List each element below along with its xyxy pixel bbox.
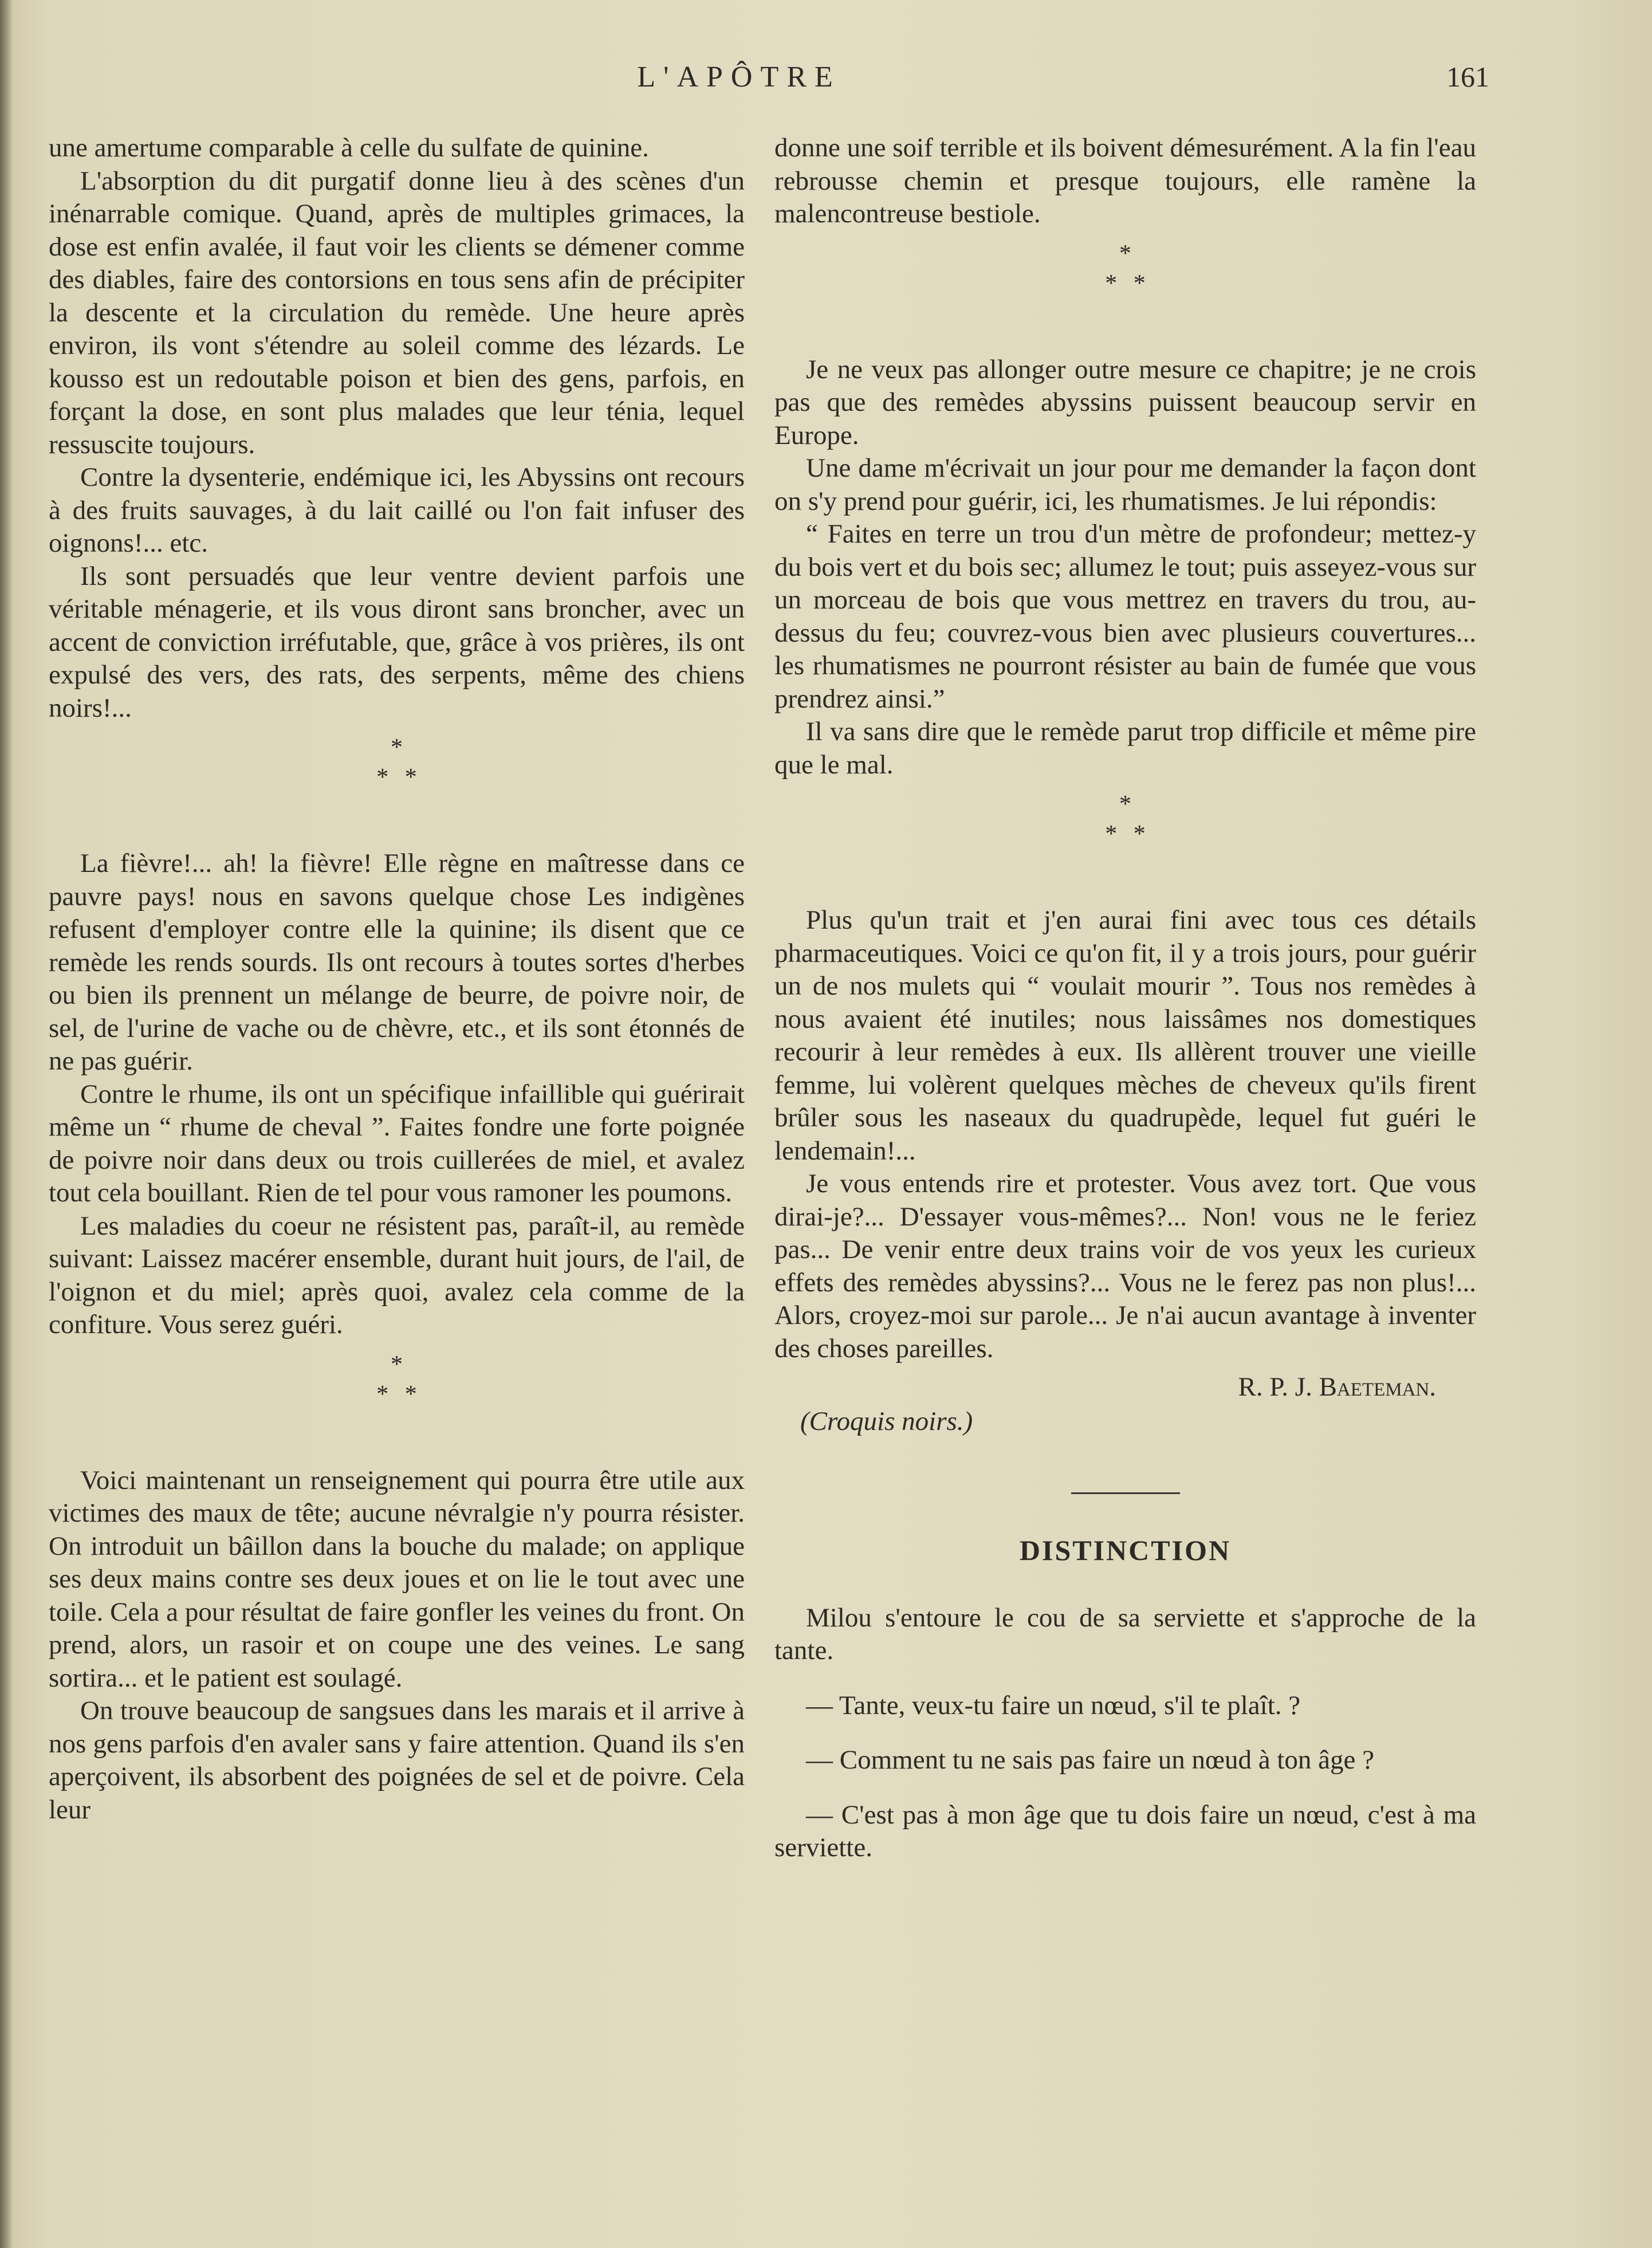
asterism-top: * [391,1351,403,1378]
image-caption: (Croquis noirs.) [800,1406,973,1436]
asterism-top: * [391,734,403,761]
paragraph: Une dame m'écrivait un jour pour me demander la façon dont on s'y prend pour guérir, ici, les rhumatismes. Je lui répondis: [774,453,1476,516]
paragraph: L'absorption du dit purgatif donne lieu à des scènes d'un inénarrable comique. Quand, après de multiples grimaces, la dose est enfin avalée, il faut voir les clients se démener comme des diables, faire des contorsions en tous sens afin de précipiter la descente et la circulation du remède. Une heure après environ, ils vont s'étendre au soleil comme des lézards. Le kousso est un redoutable poison et bien des gens, parfois, en forçant la dose, en sont plus malades que leur ténia, lequel ressuscite toujours. [49,166,745,459]
paragraph: Contre la dysenterie, endémique ici, les Abyssins ont recours à des fruits sauvages, à du lait caillé ou l'on fait infuser des oignons!... etc. [49,462,745,558]
paragraph: “ Faites en terre un trou d'un mètre de profondeur; mettez-y du bois vert et du bois sec; allumez le tout; puis asseyez-vous sur un morceau de bois que vous mettrez en travers du trou, au-dessus du feu; couvrez-vous bien avec plusieurs couvertures... les rhumatismes ne pourront résister au bain de fumée que vous prendrez ainsi.” [774,519,1476,714]
running-head: L'APÔTRE [637,61,841,93]
dialog-line: Milou s'entoure le cou de sa serviette et s'approche de la tante. [774,1602,1476,1665]
paragraph: Il va sans dire que le remède parut trop difficile et même pire que le mal. [774,717,1476,780]
right-column [774,132,1476,1887]
paragraph: donne une soif terrible et ils boivent démesurément. A la fin l'eau rebrousse chemin et presque toujours, elle ramène la malencontreuse bestiole. [774,133,1476,229]
asterism-top: * [1119,791,1131,818]
paragraph: une amertume comparable à celle du sulfate de quinine. [49,133,649,163]
paragraph: La fièvre!... ah! la fièvre! Elle règne en maîtresse dans ce pauvre pays! nous en savons quelque chose Les indigènes refusent d'employer contre elle la quinine; ils disent que ce remède les rends sourds. Ils ont recours à toutes sortes d'herbes ou bien ils prennent un mélange de beurre, de poivre noir, de sel, de l'urine de vache ou de chèvre, etc., et ils sont étonnés de ne pas guérir. [49,848,745,1076]
section-title: DISTINCTION [1019,1534,1232,1566]
section-asterism [774,239,1476,298]
paragraph: Ils sont persuadés que leur ventre devient parfois une véritable ménagerie, et ils vous diront sans broncher, avec un accent de conviction irréfutable, que, grâce à vos prières, ils ont expulsé des vers, des rats, des serpents, même des chiens noirs!... [49,561,745,723]
paragraph: Je ne veux pas allonger outre mesure ce chapitre; je ne crois pas que des remèdes abyssins puissent beaucoup servir en Europe. [774,354,1476,450]
asterism-bottom: * * [376,1381,417,1408]
asterism-bottom: * * [1105,270,1146,297]
paragraph: Les maladies du coeur ne résistent pas, paraît-il, au remède suivant: Laissez macérer ensemble, durant huit jours, de l'ail, de l'oignon et du miel; après quoi, avalez cela comme de la confiture. Vous serez guéri. [49,1211,745,1339]
dialog-line: — Comment tu ne sais pas faire un nœud à ton âge ? [806,1745,1374,1775]
dialog-line: — Tante, veux-tu faire un nœud, s'il te plaît. ? [806,1690,1301,1720]
section-divider [1071,1492,1180,1494]
section-asterism [774,789,1476,849]
binding-edge [0,0,13,2248]
paragraph: Voici maintenant un renseignement qui pourra être utile aux victimes des maux de tête; aucune névralgie n'y pourra résister. On introduit un bâillon dans la bouche du malade; on applique ses deux mains contre ses deux joues et on lie le tout avec une toile. Cela a pour résultat de faire gonfler les veines du front. On prend, alors, un rasoir et on coupe une des veines. Le sang sortira... et le patient est soulagé. [49,1465,745,1693]
paragraph: Plus qu'un trait et j'en aurai fini avec tous ces détails pharmaceutiques. Voici ce qu'on fit, il y a trois jours, pour guérir un de nos mulets qui “ voulait mourir ”. Tous nos remèdes à nous avaient été inutiles; nous laissâmes nos domestiques recourir à leur remèdes à eux. Ils allèrent trouver une vieille femme, lui volèrent quelques mèches de cheveux qu'ils firent brûler sous les naseaux du quadrupède, lequel fut guéri le lendemain!... [774,905,1476,1166]
page-number: 161 [1446,61,1489,93]
section-asterism [49,733,745,792]
asterism-bottom: * * [376,764,417,791]
left-column [49,132,745,1826]
paragraph: Je vous entends rire et protester. Vous avez tort. Que vous dirai-je?... D'essayer vous-mêmes?... Non! vous ne le feriez pas... De venir entre deux trains voir de vos yeux les curieux effets des remèdes abyssins?... Vous ne le ferez pas non plus!... Alors, croyez-moi sur parole... Je n'ai aucun avantage à inventer des choses pareilles. [774,1169,1476,1363]
author-signature: R. P. J. Baeteman. [1238,1372,1436,1402]
section-asterism [49,1350,745,1409]
distinction-dialog [774,1602,1476,1865]
asterism-bottom: * * [1105,821,1146,847]
paragraph: On trouve beaucoup de sangsues dans les marais et il arrive à nos gens parfois d'en avaler sans y faire attention. Quand ils s'en aperçoivent, ils absorbent des poignées de sel et de poivre. Cela leur [49,1696,745,1825]
dialog-line: — C'est pas à mon âge que tu dois faire un nœud, c'est à ma serviette. [774,1799,1476,1862]
paragraph: Contre le rhume, ils ont un spécifique infaillible qui guérirait même un “ rhume de cheval ”. Faites fondre une forte poignée de poivre noir dans deux ou trois cuillerées de miel, et avalez tout cela bouillant. Rien de tel pour vous ramoner les poumons. [49,1079,745,1208]
asterism-top: * [1119,240,1131,267]
